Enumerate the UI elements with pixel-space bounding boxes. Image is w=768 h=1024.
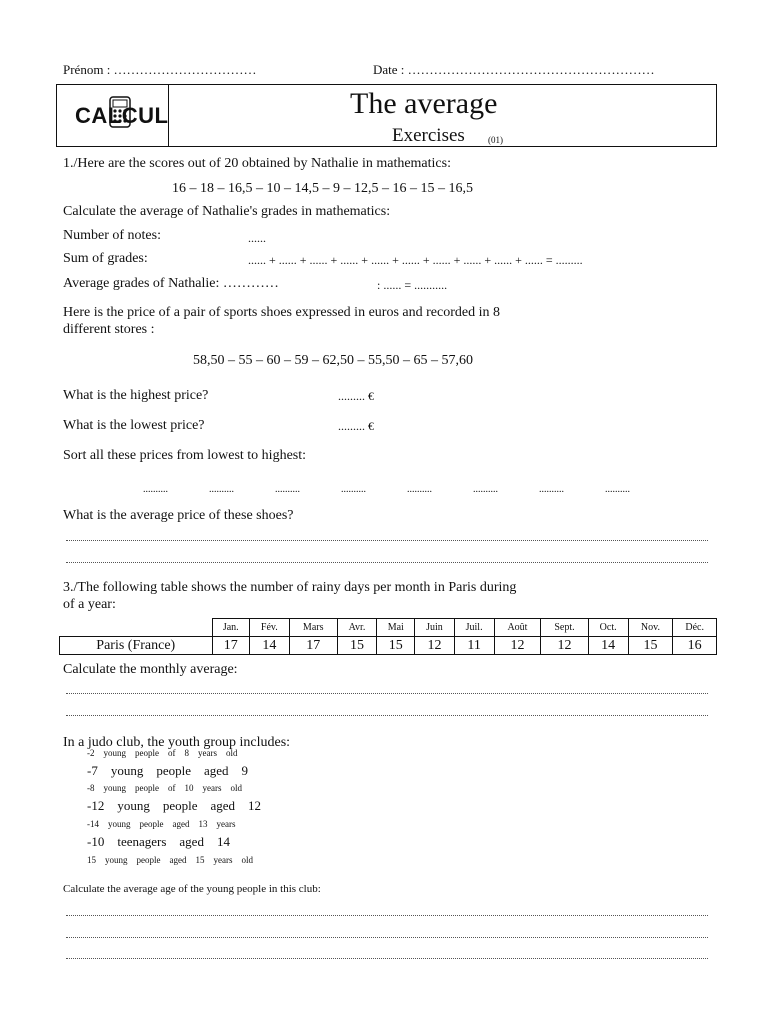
exercise-number: (01) [488, 135, 503, 145]
ex1-avg-label: Average grades of Nathalie: ………… [63, 276, 279, 291]
header-box [56, 84, 717, 147]
month-header: Juil. [454, 619, 494, 637]
month-header: Jan. [212, 619, 249, 637]
month-header: Août [494, 619, 541, 637]
ex4-item: -12 young people aged 12 [87, 798, 262, 813]
logo [57, 85, 169, 146]
logo-text: CALCUL [75, 103, 169, 128]
prenom-field: Prénom : …………………………… [63, 62, 257, 77]
ex1-notes-blank: ...... [248, 231, 266, 245]
ex2-intro-1: Here is the price of a pair of sports shoes expressed in euros and recorded in 8 [63, 305, 500, 320]
sort-slot: .......... [539, 484, 564, 495]
month-header: Nov. [628, 619, 673, 637]
ex3-intro-2: of a year: [63, 597, 116, 612]
rain-value: 15 [628, 637, 673, 655]
ex2-intro-2: different stores : [63, 322, 155, 337]
ex2-prices: 58,50 – 55 – 60 – 59 – 62,50 – 55,50 – 65 – 57,60 [193, 353, 473, 368]
rain-value: 11 [454, 637, 494, 655]
months-row [60, 619, 717, 637]
rain-value: 14 [249, 637, 289, 655]
month-header: Oct. [588, 619, 628, 637]
month-header: Mai [377, 619, 415, 637]
page-subtitle: Exercises [392, 125, 465, 146]
ex4-intro: In a judo club, the youth group includes: [63, 735, 291, 750]
rain-value: 14 [588, 637, 628, 655]
ex1-scores: 16 – 18 – 16,5 – 10 – 14,5 – 9 – 12,5 – 16 – 15 – 16,5 [172, 181, 473, 196]
rain-value: 16 [673, 637, 717, 655]
date-field: Date : ………………………………………………… [373, 62, 655, 77]
ex2-sort-label: Sort all these prices from lowest to highest: [63, 448, 307, 463]
rain-value: 12 [494, 637, 541, 655]
month-header: Déc. [673, 619, 717, 637]
ex4-item: -2 young people of 8 years old [87, 748, 238, 758]
sort-slot: .......... [473, 484, 498, 495]
ex1-avg-blank: : ...... = ........... [377, 278, 448, 292]
answer-line [66, 715, 708, 716]
ex2-highest-label: What is the highest price? [63, 388, 209, 403]
ex2-lowest-label: What is the lowest price? [63, 418, 205, 433]
rain-value: 12 [415, 637, 454, 655]
row-label: Paris (France) [60, 637, 213, 655]
answer-line [66, 937, 708, 938]
ex4-item: -14 young people aged 13 years [87, 819, 236, 829]
month-header: Mars [289, 619, 337, 637]
rain-value: 17 [212, 637, 249, 655]
ex4-item: -7 young people aged 9 [87, 763, 249, 778]
ex2-lowest-blank: ......... € [338, 419, 374, 433]
month-header: Juin [415, 619, 454, 637]
ex4-item: -10 teenagers aged 14 [87, 834, 230, 849]
ex4-task: Calculate the average age of the young people in this club: [63, 883, 321, 895]
month-header: Fév. [249, 619, 289, 637]
sort-slot: .......... [275, 484, 300, 495]
rain-value: 17 [289, 637, 337, 655]
rain-value: 15 [377, 637, 415, 655]
sort-slot: .......... [605, 484, 630, 495]
sort-slot: .......... [341, 484, 366, 495]
ex1-sum-blank: ...... + ...... + ...... + ...... + ...... + ...... + ...... + ...... + ...... + ...... = ......... [248, 253, 583, 267]
ex1-sum-label: Sum of grades: [63, 251, 148, 266]
answer-line [66, 562, 708, 563]
answer-line [66, 915, 708, 916]
ex4-item: 15 young people aged 15 years old [87, 855, 253, 865]
answer-line [66, 958, 708, 959]
values-row [60, 637, 717, 655]
answer-line [66, 540, 708, 541]
sort-slot: .......... [143, 484, 168, 495]
ex1-notes-label: Number of notes: [63, 228, 161, 243]
rain-table [59, 618, 717, 655]
rain-value: 15 [337, 637, 377, 655]
month-header: Avr. [337, 619, 377, 637]
ex4-item: -8 young people of 10 years old [87, 783, 242, 793]
answer-line [66, 693, 708, 694]
ex1-task: Calculate the average of Nathalie's grades in mathematics: [63, 204, 391, 219]
rain-value: 12 [541, 637, 588, 655]
sort-slot: .......... [209, 484, 234, 495]
ex2-avg-label: What is the average price of these shoes? [63, 508, 294, 523]
page-title: The average [350, 87, 498, 120]
ex2-highest-blank: ......... € [338, 389, 374, 403]
ex3-task: Calculate the monthly average: [63, 662, 238, 677]
ex1-intro: 1./Here are the scores out of 20 obtained by Nathalie in mathematics: [63, 156, 451, 171]
month-header: Sept. [541, 619, 588, 637]
ex3-intro-1: 3./The following table shows the number of rainy days per month in Paris during [63, 580, 517, 595]
sort-slot: .......... [407, 484, 432, 495]
